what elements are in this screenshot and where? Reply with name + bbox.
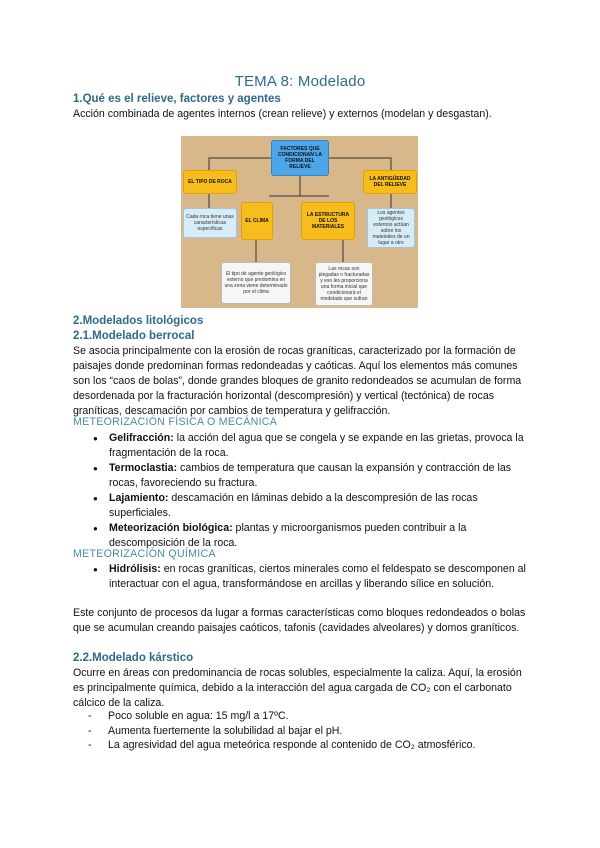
relief-factors-diagram [181, 136, 418, 308]
connector-left [209, 158, 271, 170]
chemical-weathering-list [93, 562, 528, 592]
karst-properties-list [88, 709, 528, 753]
list-item: ● Meteorización biológica: plantas y microorganismos pueden contribuir a la descomposición de la roca. [93, 521, 528, 551]
list-item: - Poco soluble en agua: 15 mg/l a 17ºC. [88, 709, 528, 724]
list-item: ● Termoclastia: cambios de temperatura que causan la expansión y contracción de las rocas, favoreciendo su fractura. [93, 461, 528, 491]
diagram-structure-box: LA ESTRUCTURA DE LOS MATERIALES [301, 202, 355, 240]
diagram-age-note: Los agentes geológicos externos actúan sobre los materiales de un lugar a otro [367, 208, 415, 248]
diagram-age-box: LA ANTIGÜEDAD DEL RELIEVE [363, 170, 417, 194]
section1-heading: 1.Qué es el relieve, factores y agentes [73, 93, 281, 105]
list-item: ● Gelifracción: la acción del agua que se congela y se expande en las grietas, provoca la fragmentación de la roca. [93, 431, 528, 461]
section2-1-conclusion: Este conjunto de procesos da lugar a formas características como bloques redondeados o bolas que se acumulan creando paisajes caóticos, tafonis (cavidades alveolares) y domos graníticos. [73, 607, 526, 634]
list-item: - Aumenta fuertemente la solubilidad al bajar el pH. [88, 724, 528, 739]
diagram-rock-type-box: EL TIPO DE ROCA [183, 170, 237, 194]
connector-right [329, 158, 391, 170]
section2-2-heading: 2.2.Modelado kárstico [73, 652, 194, 664]
diagram-rock-type-note: Cada roca tiene unas características específicas [183, 208, 237, 238]
diagram-center-box: FACTORES QUE CONDICIONAN LA FORMA DEL RELIEVE [271, 140, 329, 176]
list-item: ● Hidrólisis: en rocas graníticas, ciertos minerales como el feldespato se descomponen al interactuar con el agua, transformándose en arcillas y liberando sílice en solución. [93, 562, 528, 592]
section2-2-text: Ocurre en áreas con predominancia de rocas solubles, especialmente la caliza. Aquí, la erosión es principalmente química, debido a la interacción del agua cargada de CO₂ con el carbonato cálcico de la caliza. [73, 667, 522, 709]
diagram-climate-note: El tipo de agente geológico externo que predomina en una zona viene determinado por el clima [221, 262, 291, 304]
diagram-climate-box: EL CLIMA [241, 202, 273, 240]
section1-text: Acción combinada de agentes internos (crean relieve) y externos (modelan y desgastan). [73, 108, 492, 120]
page-title: TEMA 8: Modelado [234, 73, 366, 90]
physical-weathering-label: METEORIZACIÓN FÍSICA O MECÁNICA [73, 416, 278, 428]
section2-1-heading: 2.1.Modelado berrocal [73, 330, 195, 342]
list-item: ● Lajamiento: descamación en láminas debido a la descompresión de las rocas superficiales. [93, 491, 528, 521]
section2-1-text: Se asocia principalmente con la erosión de rocas graníticas, caracterizado por la formación de paisajes donde predominan formas redondeadas y caóticas. Aquí los elementos más comunes son los “caos de bolas”, donde grandes bloques de granito redondeados se acumulan de forma desordenada por la fracturación horizontal (descompresión) y vertical (tectónica) de rocas graníticas, descamación por cambios de temperatura y gelifracción. [73, 345, 522, 417]
section2-heading: 2.Modelados litológicos [73, 315, 204, 327]
diagram-structure-note: Las rocas son plegadas o fracturadas y eso les proporciona una forma inicial que condicionará el modelado que sufran [315, 262, 373, 306]
physical-weathering-list [93, 431, 528, 551]
list-item: - La agresividad del agua meteórica responde al contenido de CO₂ atmosférico. [88, 738, 528, 753]
chemical-weathering-label: METEORIZACIÓN QUÍMICA [73, 548, 216, 560]
